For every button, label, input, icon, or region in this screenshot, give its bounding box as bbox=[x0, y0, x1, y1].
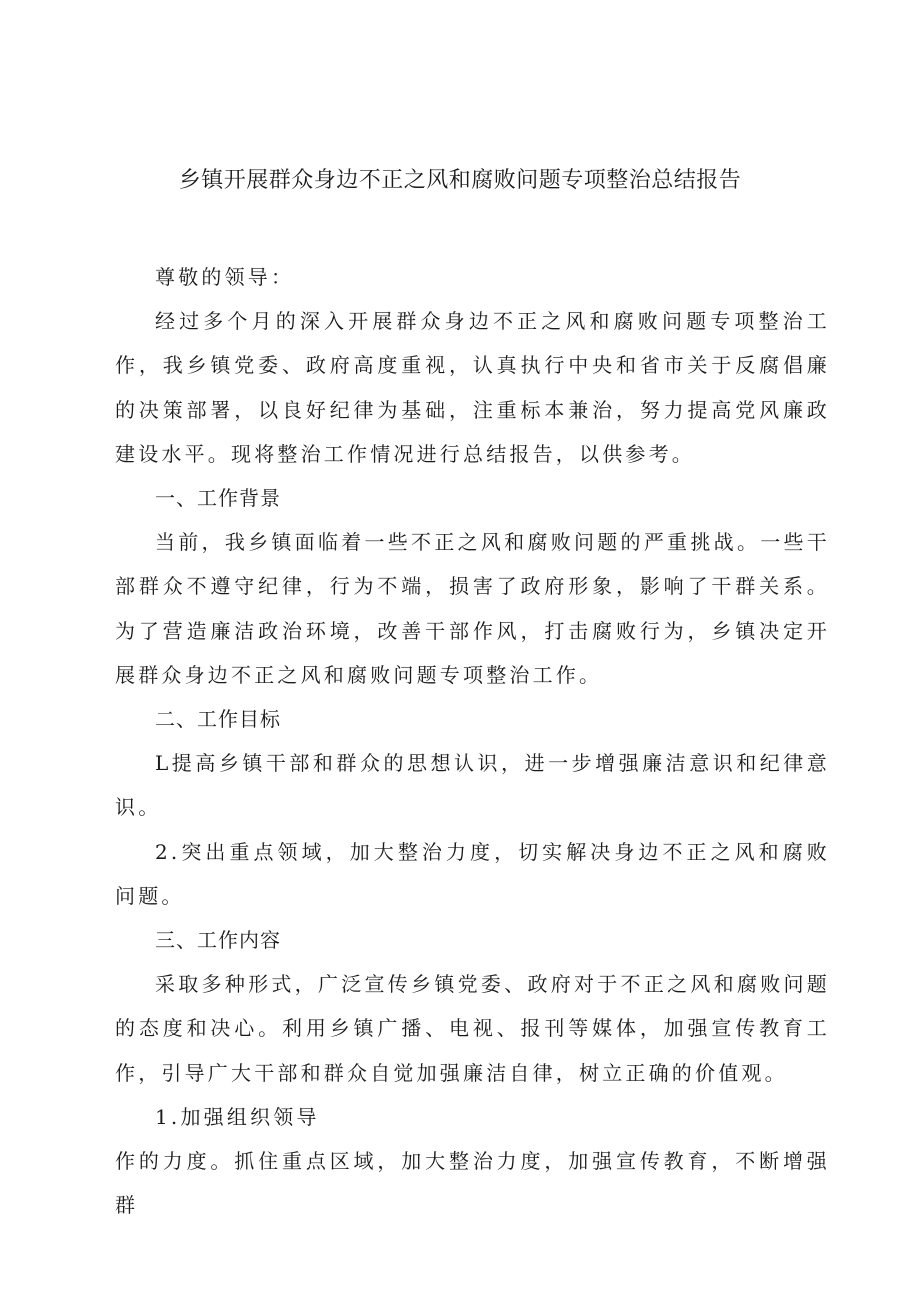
section-heading-background: 一、工作背景 bbox=[155, 486, 281, 511]
background-paragraph: 当前，我乡镇面临着一些不正之风和腐败问题的严重挑战。一些干部群众不遵守纪律，行为不端，损害了政府形象，影响了干群关系。为了营造廉洁政治环境，改善干部作风，打击腐败行为，乡镇决定开展群众身边不正之风和腐败问题专项整治工作。 bbox=[115, 530, 830, 687]
document-title: 乡镇开展群众身边不正之风和腐败问题专项整治总结报告 bbox=[178, 168, 742, 193]
goal-item-2: 2.突出重点领域，加大整治力度，切实解决身边不正之风和腐败问题。 bbox=[115, 839, 830, 908]
intro-paragraph: 经过多个月的深入开展群众身边不正之风和腐败问题专项整治工作，我乡镇党委、政府高度重视，认真执行中央和省市关于反腐倡廉的决策部署，以良好纪律为基础，注重标本兼治，努力提高党风廉政建设水平。现将整治工作情况进行总结报告，以供参考。 bbox=[115, 309, 830, 466]
subheading-organization: 1.加强组织领导 bbox=[155, 1104, 320, 1129]
organization-paragraph-fragment: 作的力度。抓住重点区域，加大整治力度，加强宣传教育，不断增强群 bbox=[115, 1149, 830, 1218]
salutation: 尊敬的领导： bbox=[155, 265, 295, 289]
document-body bbox=[115, 255, 830, 1227]
section-heading-content: 三、工作内容 bbox=[155, 928, 281, 953]
section-heading-goals: 二、工作目标 bbox=[155, 707, 281, 732]
content-paragraph: 采取多种形式，广泛宣传乡镇党委、政府对于不正之风和腐败问题的态度和决心。利用乡镇广播、电视、报刊等媒体，加强宣传教育工作，引导广大干部和群众自觉加强廉洁自律，树立正确的价值观。 bbox=[115, 972, 830, 1085]
goal-item-1: L提高乡镇干部和群众的思想认识，进一步增强廉洁意识和纪律意识。 bbox=[115, 751, 830, 820]
